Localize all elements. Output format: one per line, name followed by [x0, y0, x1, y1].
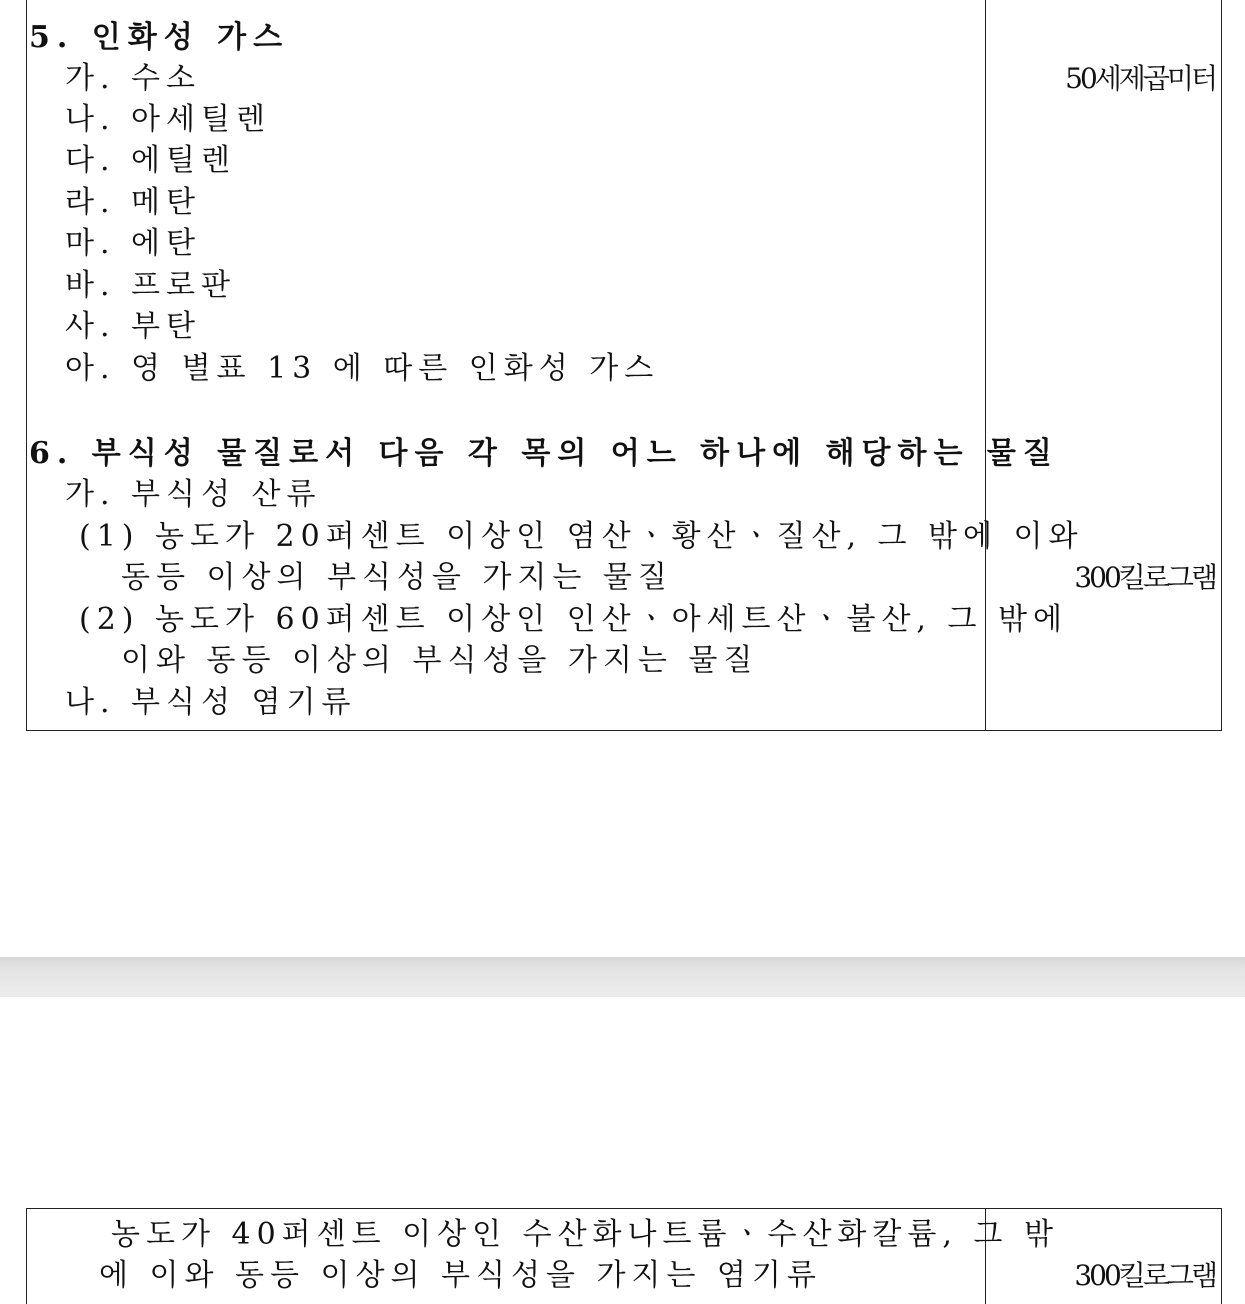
list-item-hydrogen: 가. 수소	[65, 59, 201, 99]
list-item-ethane: 마. 에탄	[65, 224, 201, 264]
amount-column	[986, 0, 1222, 731]
page-separator	[0, 957, 1245, 997]
substance-column	[27, 1209, 986, 1304]
sub-item-1-line-2: 동등 이상의 부식성을 가지는 물질	[121, 558, 673, 598]
amount-flammable-gas: 50세제곱미터	[1065, 59, 1215, 99]
substance-cell	[27, 1209, 985, 1304]
list-item-other-flammable-gas: 아. 영 별표 13 에 따른 인화성 가스	[65, 349, 659, 389]
amount-column	[986, 1209, 1222, 1304]
substance-cell	[27, 0, 985, 730]
sub-item-2-line-1: (2) 농도가 60퍼센트 이상인 인산ㆍ아세트산ㆍ불산, 그 밖에	[79, 600, 1068, 640]
sub-item-1-line-1: (1) 농도가 20퍼센트 이상인 염산ㆍ황산ㆍ질산, 그 밖에 이와	[79, 517, 1084, 557]
hazard-table-page-2	[26, 1208, 1222, 1304]
document-page-2	[0, 997, 1245, 1302]
list-item-propane: 바. 프로판	[65, 266, 236, 306]
substance-column	[27, 0, 986, 731]
base-description-line-2: 에 이와 동등 이상의 부식성을 가지는 염기류	[99, 1256, 822, 1296]
amount-cell	[986, 1209, 1221, 1304]
amount-cell	[986, 0, 1221, 730]
section-6-heading: 6. 부식성 물질로서 다음 각 목의 어느 하나에 해당하는 물질	[29, 434, 1059, 474]
list-item-acetylene: 나. 아세틸렌	[65, 100, 271, 140]
sub-item-2-line-2: 이와 동등 이상의 부식성을 가지는 물질	[121, 641, 758, 681]
base-description-line-1: 농도가 40퍼센트 이상인 수산화나트륨ㆍ수산화칼륨, 그 밖	[111, 1215, 1059, 1255]
list-item-methane: 라. 메탄	[65, 183, 201, 223]
list-item-corrosive-acids: 가. 부식성 산류	[65, 475, 322, 515]
hazard-table-page-1	[26, 0, 1222, 731]
section-5-heading: 5. 인화성 가스	[29, 18, 289, 58]
amount-corrosive-acids: 300킬로그램	[1074, 558, 1215, 598]
amount-corrosive-bases: 300킬로그램	[1074, 1256, 1215, 1296]
list-item-butane: 사. 부탄	[65, 307, 201, 347]
list-item-corrosive-bases: 나. 부식성 염기류	[65, 683, 356, 723]
list-item-ethylene: 다. 에틸렌	[65, 141, 236, 181]
